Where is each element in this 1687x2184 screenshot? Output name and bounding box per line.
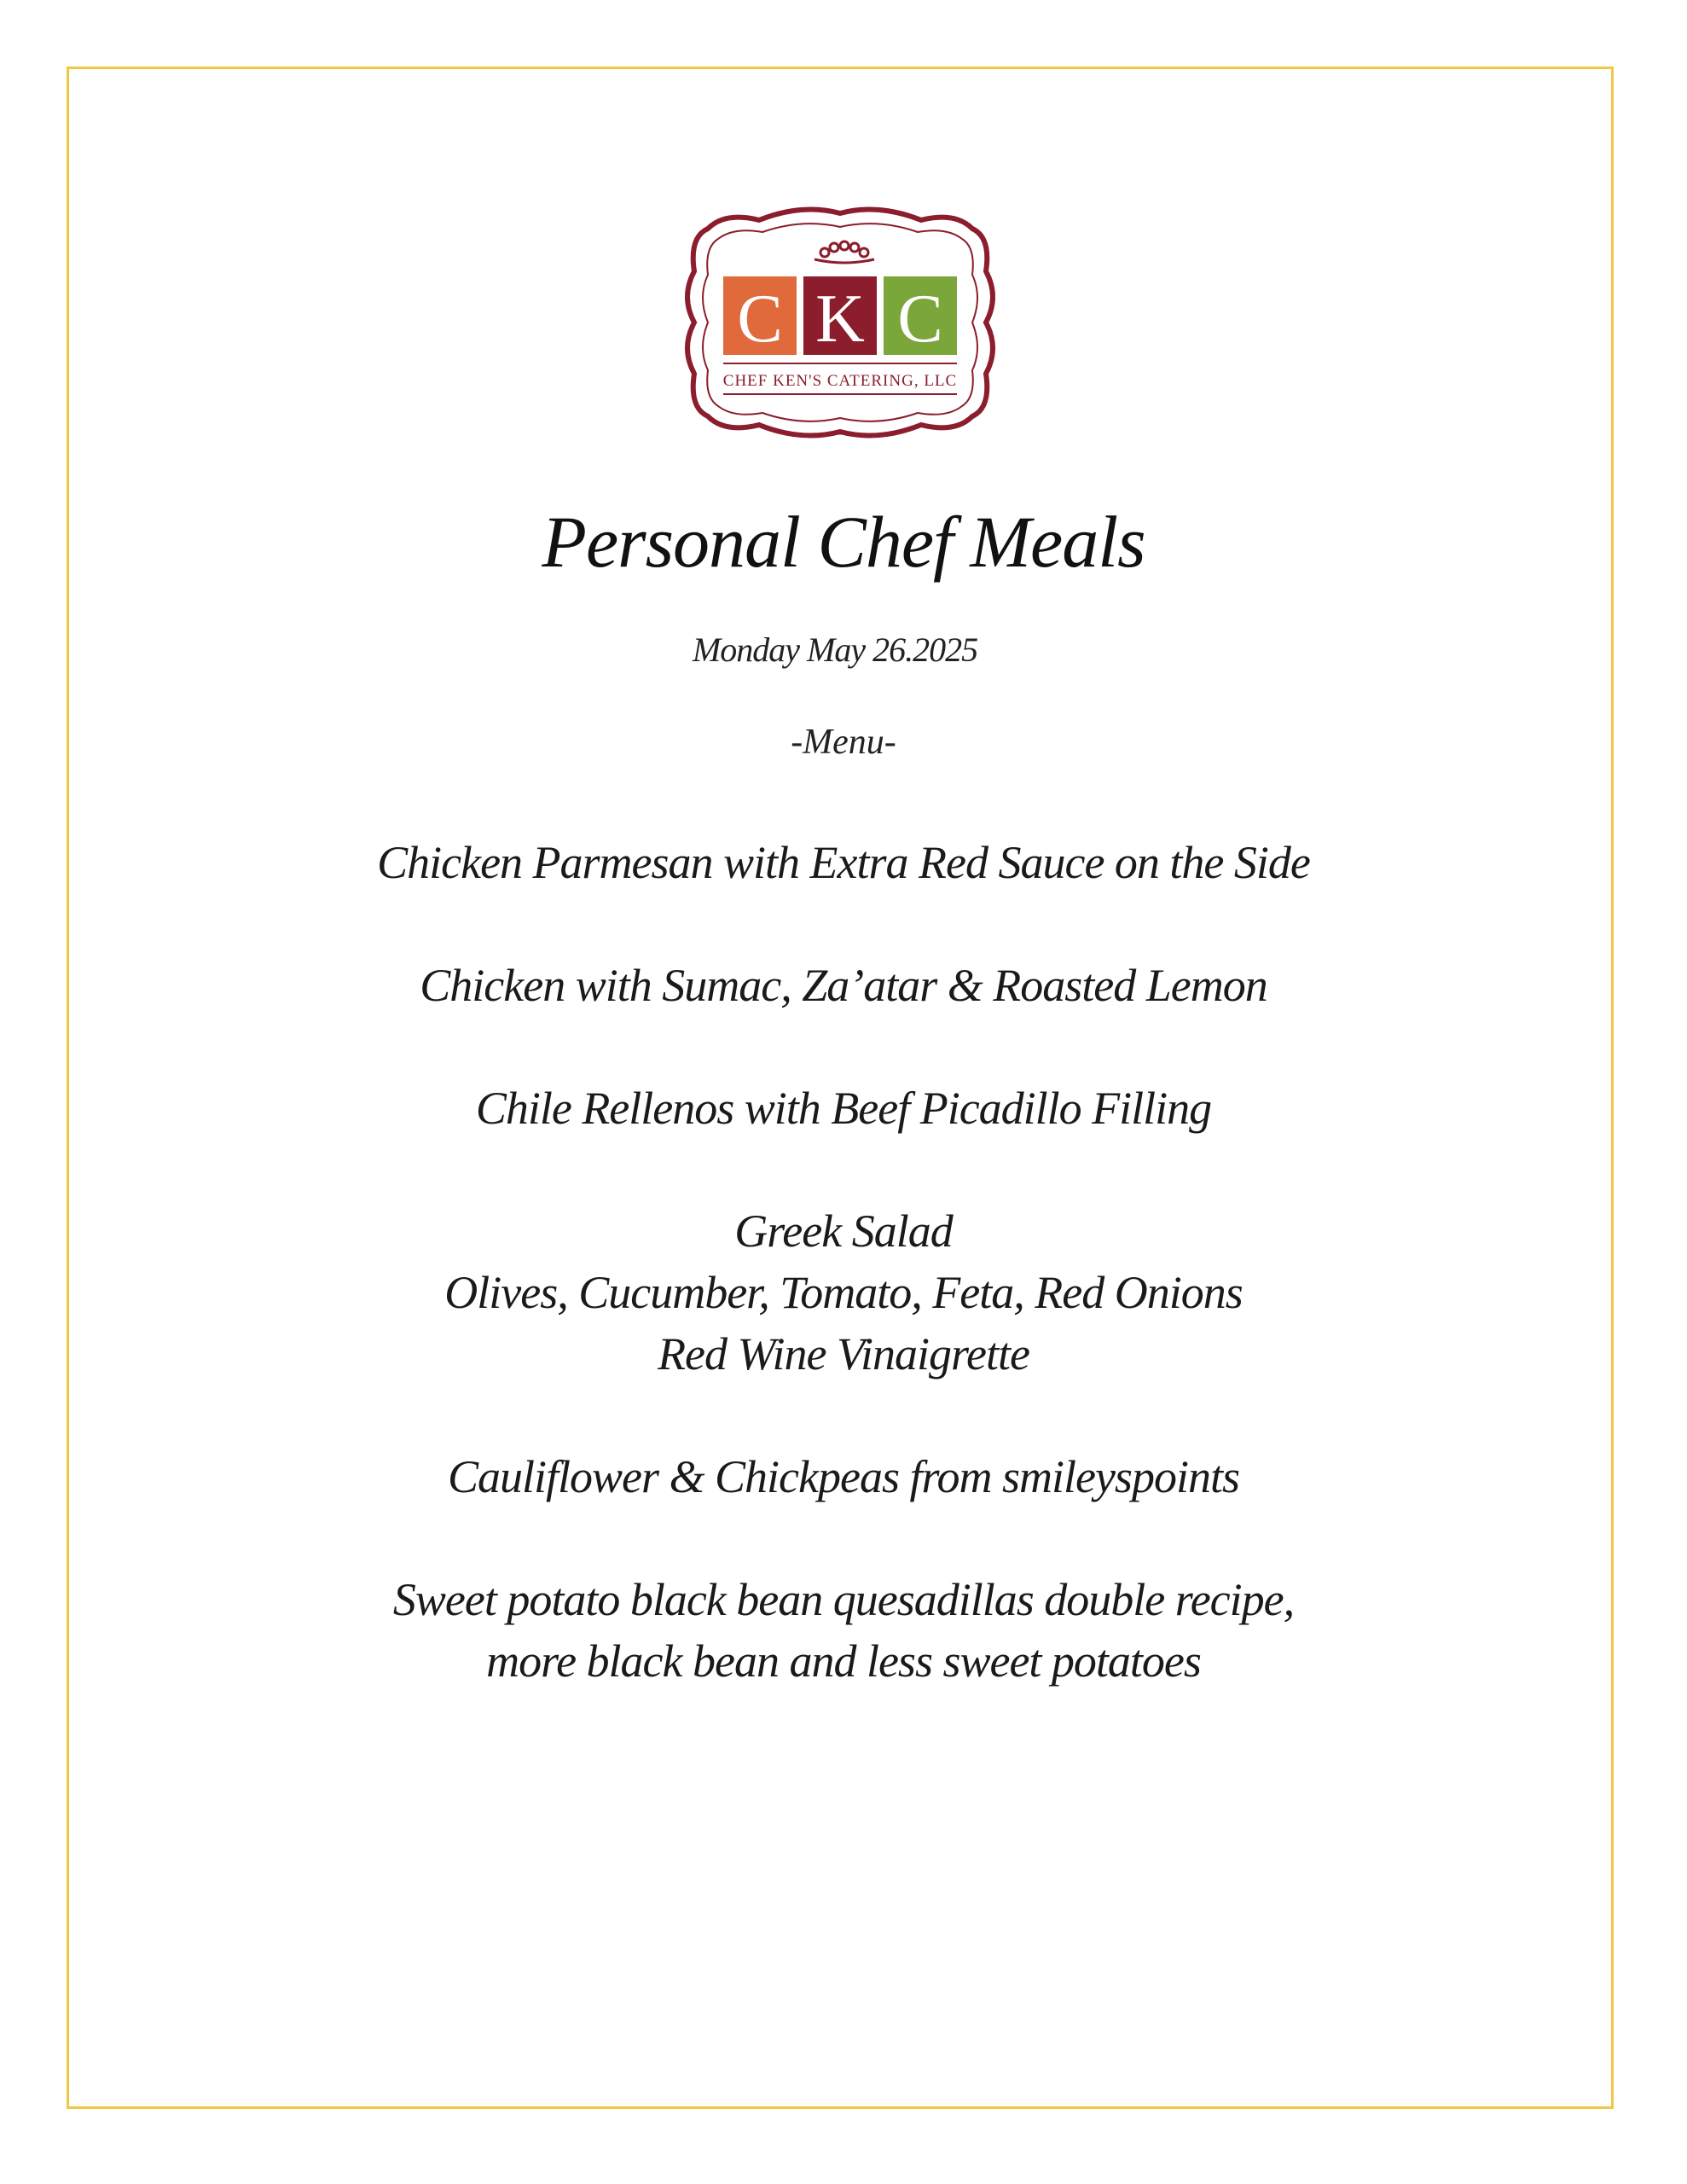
logo-company-name: CHEF KEN'S CATERING, LLC bbox=[722, 372, 958, 390]
menu-item bbox=[0, 955, 1687, 1016]
menu-item-line: Sweet potato black bean quesadillas double recipe, bbox=[392, 1574, 1295, 1625]
menu-item-line: Olives, Cucumber, Tomato, Feta, Red Onions bbox=[444, 1267, 1243, 1318]
menu-list bbox=[0, 832, 1687, 1753]
page-title: Personal Chef Meals bbox=[542, 501, 1145, 583]
menu-item-line: Greek Salad bbox=[734, 1205, 953, 1257]
logo-letter-k: K bbox=[815, 282, 865, 357]
menu-heading: -Menu- bbox=[791, 723, 896, 762]
menu-item-line: Cauliflower & Chickpeas from smileyspoints bbox=[448, 1451, 1239, 1502]
menu-item-line: Red Wine Vinaigrette bbox=[658, 1328, 1029, 1380]
menu-item-line: Chicken with Sumac, Za’atar & Roasted Lemon bbox=[420, 960, 1267, 1011]
menu-date: Monday May 26.2025 bbox=[692, 630, 978, 669]
logo-letter-c2: C bbox=[897, 282, 943, 357]
logo-letter-c1: C bbox=[737, 282, 783, 357]
menu-item bbox=[0, 1077, 1687, 1139]
menu-item-line: more black bean and less sweet potatoes bbox=[486, 1635, 1201, 1687]
menu-item bbox=[0, 832, 1687, 893]
menu-item-line: Chicken Parmesan with Extra Red Sauce on the Side bbox=[377, 837, 1310, 888]
menu-item bbox=[0, 1446, 1687, 1507]
menu-item bbox=[0, 1200, 1687, 1385]
company-logo bbox=[674, 203, 1006, 442]
menu-item bbox=[0, 1569, 1687, 1692]
menu-item-line: Chile Rellenos with Beef Picadillo Filling bbox=[475, 1083, 1212, 1134]
